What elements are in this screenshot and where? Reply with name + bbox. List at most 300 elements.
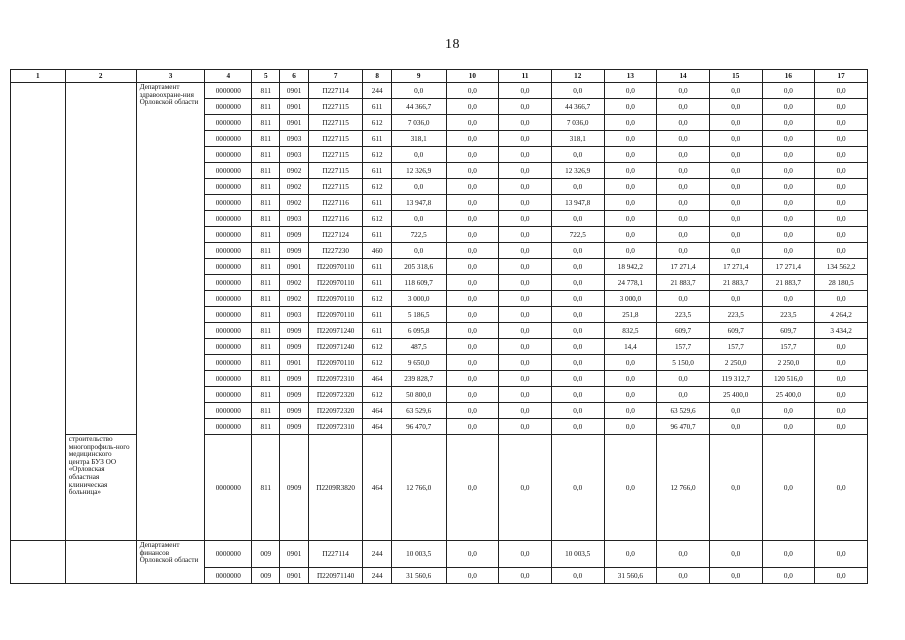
column-header: 5: [252, 70, 280, 83]
table-cell: 0,0: [446, 419, 499, 435]
table-cell: 7 036,0: [551, 115, 604, 131]
table-cell: 811: [252, 435, 280, 541]
table-cell: 0,0: [657, 227, 710, 243]
table-cell: 811: [252, 419, 280, 435]
table-cell: 0,0: [815, 243, 868, 259]
column-header: 9: [391, 70, 446, 83]
department-name: Департамент здравоохране-ния Орловской области: [136, 83, 205, 541]
table-cell: 318,1: [551, 131, 604, 147]
table-cell: 0,0: [815, 371, 868, 387]
table-cell: 612: [363, 291, 391, 307]
table-cell: П220971140: [308, 568, 363, 584]
table-cell: 0901: [280, 541, 308, 568]
table-cell: 611: [363, 275, 391, 291]
table-cell: 0,0: [815, 355, 868, 371]
table-cell: 0,0: [446, 227, 499, 243]
table-cell: 0,0: [391, 83, 446, 99]
table-cell: 0,0: [657, 195, 710, 211]
table-cell: 0,0: [657, 99, 710, 115]
table-cell: 0,0: [709, 291, 762, 307]
table-cell: 0902: [280, 195, 308, 211]
table-cell: 464: [363, 371, 391, 387]
table-cell: 119 312,7: [709, 371, 762, 387]
table-cell: 0,0: [604, 83, 657, 99]
table-cell: 134 562,2: [815, 259, 868, 275]
table-cell: П227124: [308, 227, 363, 243]
table-cell: 13 947,8: [551, 195, 604, 211]
table-cell: П220972310: [308, 419, 363, 435]
table-cell: 0,0: [604, 99, 657, 115]
table-cell: 0,0: [815, 568, 868, 584]
table-cell: 0,0: [499, 99, 552, 115]
table-cell: П220972320: [308, 387, 363, 403]
table-cell: 0,0: [762, 99, 815, 115]
table-cell: 0,0: [446, 179, 499, 195]
table-cell: П2209R3820: [308, 435, 363, 541]
table-cell: 0000000: [205, 339, 252, 355]
table-cell: 0909: [280, 435, 308, 541]
table-cell: 0,0: [551, 419, 604, 435]
table-cell: 0,0: [709, 195, 762, 211]
table-cell: 244: [363, 541, 391, 568]
table-cell: 611: [363, 99, 391, 115]
table-row: [11, 541, 868, 568]
table-cell: 223,5: [709, 307, 762, 323]
table-cell: 0,0: [499, 163, 552, 179]
table-cell: П220972310: [308, 371, 363, 387]
table-cell: П220970110: [308, 291, 363, 307]
table-cell: 44 366,7: [551, 99, 604, 115]
table-cell: 0,0: [815, 115, 868, 131]
table-cell: 811: [252, 307, 280, 323]
table-cell: П227230: [308, 243, 363, 259]
table-cell: 0,0: [391, 179, 446, 195]
table-cell: 0,0: [762, 419, 815, 435]
table-cell: 0,0: [762, 211, 815, 227]
table-cell: П220971240: [308, 323, 363, 339]
col2-cell: [65, 541, 136, 584]
table-cell: 0,0: [551, 259, 604, 275]
table-cell: 0903: [280, 147, 308, 163]
table-cell: 157,7: [709, 339, 762, 355]
table-cell: 0,0: [815, 211, 868, 227]
table-cell: 0,0: [657, 163, 710, 179]
table-cell: 0,0: [709, 403, 762, 419]
table-cell: 0000000: [205, 371, 252, 387]
table-cell: 811: [252, 291, 280, 307]
table-cell: 0,0: [446, 259, 499, 275]
table-cell: 0,0: [551, 371, 604, 387]
table-cell: 50 800,0: [391, 387, 446, 403]
table-cell: 611: [363, 195, 391, 211]
table-cell: 0909: [280, 387, 308, 403]
table-cell: 0,0: [604, 211, 657, 227]
column-header: 8: [363, 70, 391, 83]
table-cell: 0,0: [551, 307, 604, 323]
table-cell: 0,0: [446, 243, 499, 259]
table-cell: 0,0: [709, 211, 762, 227]
table-cell: 811: [252, 403, 280, 419]
table-cell: 12 766,0: [391, 435, 446, 541]
table-cell: 0,0: [709, 147, 762, 163]
table-cell: П227116: [308, 195, 363, 211]
table-cell: 12 326,9: [391, 163, 446, 179]
column-header: 17: [815, 70, 868, 83]
table-cell: 0,0: [604, 179, 657, 195]
table-cell: 0909: [280, 227, 308, 243]
table-cell: 0,0: [446, 131, 499, 147]
table-cell: 0,0: [762, 243, 815, 259]
table-cell: 0,0: [499, 131, 552, 147]
table-cell: 811: [252, 227, 280, 243]
table-cell: 811: [252, 259, 280, 275]
table-cell: 2 250,0: [709, 355, 762, 371]
table-cell: 318,1: [391, 131, 446, 147]
table-cell: 0,0: [499, 227, 552, 243]
table-cell: 0,0: [815, 419, 868, 435]
table-cell: 612: [363, 147, 391, 163]
table-cell: 0902: [280, 179, 308, 195]
table-cell: 0,0: [657, 541, 710, 568]
table-cell: 0,0: [815, 83, 868, 99]
column-header: 14: [657, 70, 710, 83]
table-cell: 0,0: [499, 387, 552, 403]
table-cell: 464: [363, 403, 391, 419]
table-cell: 0901: [280, 568, 308, 584]
table-cell: 0,0: [551, 387, 604, 403]
table-cell: 811: [252, 355, 280, 371]
table-cell: 0,0: [499, 275, 552, 291]
table-cell: 722,5: [551, 227, 604, 243]
table-cell: 0,0: [604, 163, 657, 179]
table-cell: 0,0: [551, 291, 604, 307]
table-cell: 0902: [280, 291, 308, 307]
table-cell: 0000000: [205, 195, 252, 211]
table-cell: 0,0: [499, 115, 552, 131]
table-cell: 0,0: [499, 147, 552, 163]
table-cell: 811: [252, 339, 280, 355]
table-cell: 0,0: [815, 99, 868, 115]
table-cell: 0909: [280, 243, 308, 259]
table-cell: 0,0: [815, 147, 868, 163]
table-cell: 2 250,0: [762, 355, 815, 371]
table-cell: 0,0: [499, 259, 552, 275]
table-cell: 0000000: [205, 355, 252, 371]
table-cell: 811: [252, 163, 280, 179]
table-cell: 0,0: [551, 435, 604, 541]
table-cell: 44 366,7: [391, 99, 446, 115]
table-cell: 487,5: [391, 339, 446, 355]
table-cell: 0,0: [657, 147, 710, 163]
table-cell: 0,0: [657, 131, 710, 147]
table-cell: 0,0: [815, 435, 868, 541]
table-cell: 611: [363, 323, 391, 339]
column-header: 4: [205, 70, 252, 83]
table-cell: 0901: [280, 355, 308, 371]
table-cell: 611: [363, 227, 391, 243]
table-cell: 0,0: [762, 227, 815, 243]
table-cell: 0,0: [446, 163, 499, 179]
table-cell: 612: [363, 115, 391, 131]
table-cell: 17 271,4: [709, 259, 762, 275]
table-cell: 464: [363, 435, 391, 541]
table-cell: 9 650,0: [391, 355, 446, 371]
page-number: 18: [445, 37, 460, 52]
column-header: 3: [136, 70, 205, 83]
table-cell: 0,0: [709, 99, 762, 115]
table-cell: 0000000: [205, 227, 252, 243]
table-cell: 0000000: [205, 541, 252, 568]
table-cell: П227115: [308, 115, 363, 131]
table-cell: 0,0: [604, 131, 657, 147]
table-cell: 0,0: [391, 243, 446, 259]
table-cell: 0,0: [815, 403, 868, 419]
table-cell: 0,0: [499, 355, 552, 371]
table-cell: 0000000: [205, 568, 252, 584]
table-cell: 0,0: [551, 243, 604, 259]
table-cell: 0,0: [604, 195, 657, 211]
table-cell: 0,0: [499, 323, 552, 339]
budget-table: [10, 69, 868, 584]
table-cell: 0,0: [499, 541, 552, 568]
table-cell: 0,0: [657, 291, 710, 307]
table-cell: 0,0: [762, 568, 815, 584]
column-header: 11: [499, 70, 552, 83]
table-cell: П220970110: [308, 355, 363, 371]
table-cell: 21 883,7: [709, 275, 762, 291]
table-cell: 0,0: [499, 307, 552, 323]
table-cell: П227115: [308, 99, 363, 115]
table-cell: 0000000: [205, 291, 252, 307]
table-cell: 21 883,7: [657, 275, 710, 291]
table-cell: 811: [252, 83, 280, 99]
table-cell: 0,0: [709, 179, 762, 195]
table-cell: П227115: [308, 179, 363, 195]
table-cell: 0,0: [499, 243, 552, 259]
table-cell: 157,7: [762, 339, 815, 355]
table-cell: 0909: [280, 403, 308, 419]
table-cell: П220971240: [308, 339, 363, 355]
table-cell: 612: [363, 339, 391, 355]
table-cell: 0,0: [709, 115, 762, 131]
table-cell: 0,0: [551, 179, 604, 195]
table-cell: 0,0: [604, 243, 657, 259]
table-cell: 0,0: [604, 115, 657, 131]
table-cell: 0,0: [446, 99, 499, 115]
col1-cell: [11, 83, 66, 541]
column-header: 6: [280, 70, 308, 83]
table-cell: 0,0: [446, 195, 499, 211]
table-cell: 0000000: [205, 259, 252, 275]
table-cell: 3 000,0: [391, 291, 446, 307]
table-cell: 0000000: [205, 83, 252, 99]
table-cell: 811: [252, 179, 280, 195]
column-header: 12: [551, 70, 604, 83]
table-cell: 722,5: [391, 227, 446, 243]
table-cell: 0000000: [205, 435, 252, 541]
table-cell: 0,0: [657, 115, 710, 131]
column-header: 2: [65, 70, 136, 83]
table-cell: 0,0: [446, 323, 499, 339]
table-cell: 811: [252, 243, 280, 259]
table-cell: 24 778,1: [604, 275, 657, 291]
table-cell: 0,0: [709, 83, 762, 99]
table-cell: 0,0: [391, 147, 446, 163]
table-cell: 0,0: [499, 179, 552, 195]
column-header: 7: [308, 70, 363, 83]
table-cell: 0,0: [762, 541, 815, 568]
table-cell: 0,0: [499, 83, 552, 99]
table-cell: 612: [363, 355, 391, 371]
table-cell: 832,5: [604, 323, 657, 339]
table-cell: 811: [252, 275, 280, 291]
table-cell: 0,0: [604, 355, 657, 371]
table-cell: 244: [363, 83, 391, 99]
table-cell: 0,0: [551, 275, 604, 291]
table-cell: П220972320: [308, 403, 363, 419]
table-cell: 118 609,7: [391, 275, 446, 291]
table-cell: 0,0: [604, 371, 657, 387]
table-cell: 0000000: [205, 307, 252, 323]
table-cell: 0,0: [815, 179, 868, 195]
table-cell: 0,0: [815, 163, 868, 179]
table-cell: 811: [252, 211, 280, 227]
table-cell: 3 000,0: [604, 291, 657, 307]
department-name: Департамент финансов Орловской области: [136, 541, 205, 584]
column-header: 10: [446, 70, 499, 83]
table-cell: 17 271,4: [762, 259, 815, 275]
table-cell: 0,0: [446, 387, 499, 403]
table-cell: 0000000: [205, 211, 252, 227]
table-cell: 0,0: [709, 541, 762, 568]
table-cell: П227114: [308, 541, 363, 568]
table-cell: 0,0: [446, 371, 499, 387]
table-cell: 0,0: [551, 568, 604, 584]
table-cell: П227115: [308, 131, 363, 147]
table-cell: 0,0: [815, 195, 868, 211]
table-cell: 251,8: [604, 307, 657, 323]
table-cell: 0909: [280, 419, 308, 435]
table-cell: 0,0: [762, 435, 815, 541]
table-cell: 0,0: [762, 179, 815, 195]
table-cell: 13 947,8: [391, 195, 446, 211]
table-cell: 244: [363, 568, 391, 584]
table-cell: 0901: [280, 259, 308, 275]
table-cell: 0,0: [551, 355, 604, 371]
table-cell: 31 560,6: [391, 568, 446, 584]
table-cell: 0000000: [205, 115, 252, 131]
table-cell: 0,0: [815, 227, 868, 243]
table-cell: 0,0: [446, 211, 499, 227]
table-cell: 10 003,5: [391, 541, 446, 568]
table-cell: 612: [363, 387, 391, 403]
table-cell: 6 095,8: [391, 323, 446, 339]
table-cell: 0,0: [657, 387, 710, 403]
table-cell: 0,0: [815, 291, 868, 307]
table-cell: 7 036,0: [391, 115, 446, 131]
table-cell: 0,0: [446, 435, 499, 541]
table-cell: 0000000: [205, 419, 252, 435]
table-cell: 0,0: [762, 147, 815, 163]
table-cell: 0901: [280, 83, 308, 99]
table-cell: 0,0: [762, 291, 815, 307]
table-cell: 0,0: [604, 227, 657, 243]
table-cell: 612: [363, 211, 391, 227]
table-cell: 12 326,9: [551, 163, 604, 179]
table-cell: 10 003,5: [551, 541, 604, 568]
table-cell: 0,0: [762, 131, 815, 147]
table-cell: П227114: [308, 83, 363, 99]
table-cell: 21 883,7: [762, 275, 815, 291]
table-cell: 0,0: [815, 131, 868, 147]
table-cell: 0,0: [446, 568, 499, 584]
table-cell: 0,0: [657, 568, 710, 584]
table-cell: 0,0: [499, 195, 552, 211]
table-cell: 14,4: [604, 339, 657, 355]
table-cell: 0,0: [391, 211, 446, 227]
table-cell: 0,0: [657, 243, 710, 259]
table-cell: П227115: [308, 147, 363, 163]
table-cell: 0,0: [604, 147, 657, 163]
table-cell: 0,0: [551, 403, 604, 419]
table-cell: 0000000: [205, 275, 252, 291]
table-cell: 0000000: [205, 387, 252, 403]
table-cell: 96 470,7: [657, 419, 710, 435]
table-cell: 239 828,7: [391, 371, 446, 387]
table-cell: 0,0: [446, 275, 499, 291]
table-cell: 811: [252, 387, 280, 403]
table-cell: 0,0: [815, 387, 868, 403]
table-cell: П220970110: [308, 275, 363, 291]
table-cell: 0901: [280, 99, 308, 115]
table-cell: 612: [363, 179, 391, 195]
table-cell: 0,0: [446, 291, 499, 307]
table-cell: 811: [252, 115, 280, 131]
table-cell: 3 434,2: [815, 323, 868, 339]
table-cell: 4 264,2: [815, 307, 868, 323]
table-cell: 0000000: [205, 179, 252, 195]
col1-cell: [11, 541, 66, 584]
table-cell: 0000000: [205, 147, 252, 163]
table-cell: 611: [363, 131, 391, 147]
table-cell: 0901: [280, 115, 308, 131]
table-cell: 96 470,7: [391, 419, 446, 435]
table-cell: 0903: [280, 131, 308, 147]
table-cell: 0,0: [762, 403, 815, 419]
table-cell: 0,0: [815, 339, 868, 355]
table-cell: 18 942,2: [604, 259, 657, 275]
table-cell: 205 318,6: [391, 259, 446, 275]
table-cell: 0,0: [499, 403, 552, 419]
table-cell: 0,0: [657, 211, 710, 227]
table-cell: 0909: [280, 323, 308, 339]
table-cell: 31 560,6: [604, 568, 657, 584]
table-cell: 0902: [280, 275, 308, 291]
project-description: строительство многопрофиль-ного медицинского центра БУЗ ОО «Орловская областная клиническая больница»: [65, 435, 136, 541]
table-cell: 0,0: [762, 163, 815, 179]
table-cell: 0,0: [551, 147, 604, 163]
table-cell: 157,7: [657, 339, 710, 355]
table-cell: 0,0: [709, 435, 762, 541]
table-cell: 0,0: [446, 355, 499, 371]
table-cell: 63 529,6: [657, 403, 710, 419]
table-cell: 0,0: [709, 568, 762, 584]
table-cell: 009: [252, 541, 280, 568]
column-header: 16: [762, 70, 815, 83]
col2-cell: [65, 83, 136, 435]
table-cell: 120 516,0: [762, 371, 815, 387]
table-cell: 611: [363, 307, 391, 323]
